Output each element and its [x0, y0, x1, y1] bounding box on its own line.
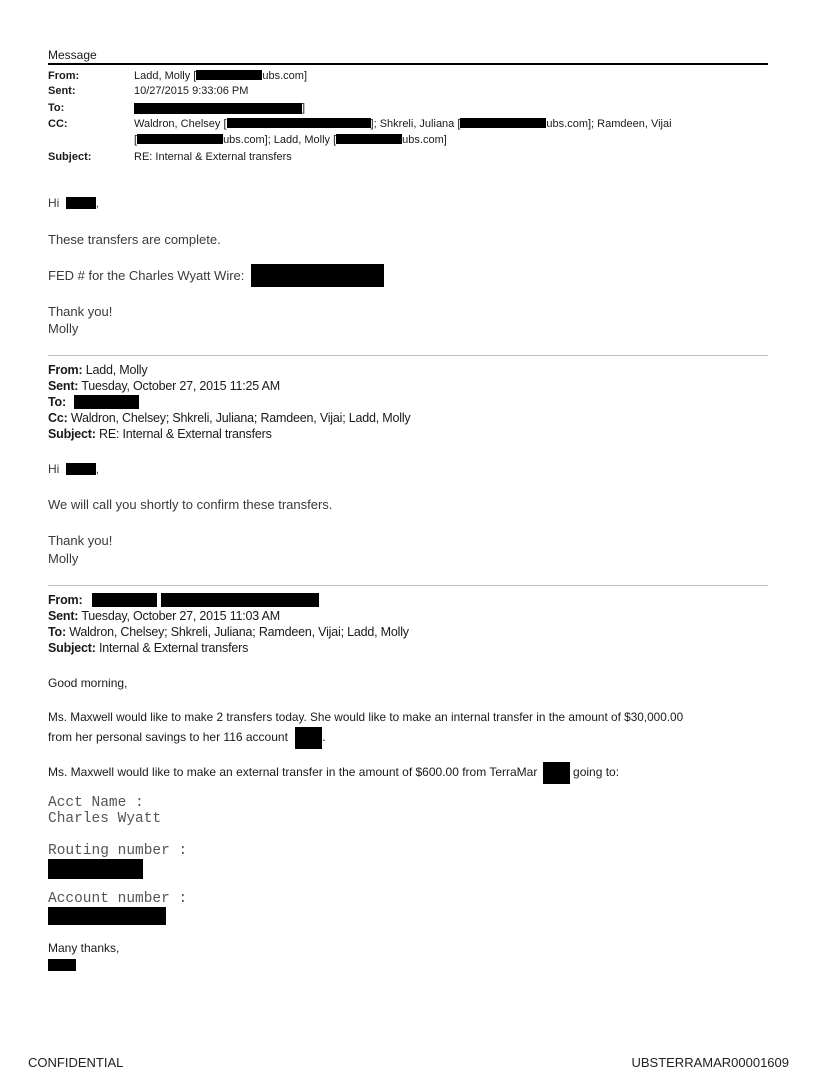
header-from-value-pre: Ladd, Molly [	[134, 70, 197, 82]
header-to-value-post: ]	[302, 102, 306, 114]
email3-sent-label: Sent:	[48, 609, 79, 623]
cc-line1-a: Waldron, Chelsey [	[134, 118, 227, 130]
redaction	[74, 395, 139, 409]
header-sent-value: 10/27/2015 9:33:06 PM	[134, 85, 249, 97]
email3-para1-line2-text: from her personal savings to her 116 account	[48, 730, 288, 744]
header-cc-line1	[134, 118, 672, 131]
header-from-label: From:	[48, 70, 80, 82]
redaction	[543, 762, 570, 784]
email3-para2	[48, 762, 619, 784]
reply1-greeting-text: Hi	[48, 196, 60, 210]
header-from-value-post: ubs.com]	[262, 70, 308, 82]
redaction	[48, 859, 143, 879]
email3-para1-end: .	[322, 730, 326, 744]
email2-from-label: From:	[48, 363, 83, 377]
email2-subject-label: Subject:	[48, 427, 96, 441]
email2-sent-value: Tuesday, October 27, 2015 11:25 AM	[81, 379, 280, 393]
email3-para1-line2	[48, 727, 326, 749]
redaction	[251, 264, 384, 287]
acct-name-value: Charles Wyatt	[48, 811, 162, 827]
account-label: Account number :	[48, 891, 188, 907]
email2-greeting-text: Hi	[48, 462, 60, 476]
cc-line2-c: ubs.com]	[402, 134, 447, 146]
email2-from-value: Ladd, Molly	[85, 363, 148, 377]
divider	[48, 355, 768, 356]
email2-sent	[48, 378, 280, 394]
email2-thanks: Thank you!	[48, 533, 113, 548]
header-rule	[48, 63, 768, 65]
footer-confidential: CONFIDENTIAL	[28, 1055, 124, 1070]
cc-line1-b: ]; Shkreli, Juliana [	[370, 118, 461, 130]
reply1-line1: These transfers are complete.	[48, 232, 221, 247]
email3-to-label: To:	[48, 625, 66, 639]
email2-subject-value: RE: Internal & External transfers	[99, 427, 272, 441]
email3-sent	[48, 608, 280, 624]
redaction	[227, 118, 371, 128]
redaction	[48, 907, 166, 925]
redaction	[48, 959, 76, 971]
redaction	[460, 118, 546, 128]
cc-line2-a: [	[134, 134, 138, 146]
email3-greeting: Good morning,	[48, 676, 128, 690]
email2-cc	[48, 410, 410, 426]
email3-to	[48, 624, 409, 640]
redaction	[295, 727, 322, 749]
email3-subject-label: Subject:	[48, 641, 96, 655]
email2-sign: Molly	[48, 551, 79, 566]
email2-greeting	[48, 462, 99, 476]
cc-line2-b: ubs.com]; Ladd, Molly [	[223, 134, 337, 146]
email3-from-label: From:	[48, 593, 83, 607]
redaction	[196, 70, 262, 80]
redaction	[137, 134, 223, 144]
redaction	[336, 134, 402, 144]
reply1-thanks: Thank you!	[48, 304, 113, 319]
header-subject-value: RE: Internal & External transfers	[134, 151, 292, 163]
email2-to-label: To:	[48, 395, 66, 409]
email2-greeting-end: ,	[95, 462, 100, 476]
routing-label: Routing number :	[48, 843, 188, 859]
reply1-greeting	[48, 196, 99, 210]
redaction	[66, 463, 96, 475]
email3-closing: Many thanks,	[48, 941, 120, 955]
header-from-value	[134, 70, 307, 83]
email3-subject	[48, 640, 248, 656]
email3-para2-a: Ms. Maxwell would like to make an external transfer in the amount of $600.00 from TerraMar	[48, 765, 538, 779]
email2-cc-value: Waldron, Chelsey; Shkreli, Juliana; Ramdeen, Vijai; Ladd, Molly	[70, 411, 411, 425]
email2-sent-label: Sent:	[48, 379, 79, 393]
email2-subject	[48, 426, 272, 442]
header-sent-label: Sent:	[48, 85, 76, 97]
message-title: Message	[48, 48, 97, 62]
email3-sent-value: Tuesday, October 27, 2015 11:03 AM	[81, 609, 280, 623]
acct-name-label: Acct Name :	[48, 795, 144, 811]
header-cc-line2	[134, 134, 447, 147]
cc-line1-c: ubs.com]; Ramdeen, Vijai	[546, 118, 672, 130]
email2-from	[48, 362, 147, 378]
email2-to	[48, 394, 66, 410]
reply1-greeting-end: ,	[95, 196, 100, 210]
header-cc-label: CC:	[48, 118, 68, 130]
redaction	[92, 593, 157, 607]
email3-subject-value: Internal & External transfers	[99, 641, 249, 655]
header-subject-label: Subject:	[48, 151, 92, 163]
email2-cc-label: Cc:	[48, 411, 68, 425]
reply1-sign: Molly	[48, 321, 79, 336]
email3-para2-b: going to:	[573, 765, 620, 779]
email3-to-value: Waldron, Chelsey; Shkreli, Juliana; Ramdeen, Vijai; Ladd, Molly	[69, 625, 409, 639]
redaction	[134, 103, 302, 114]
email3-para1-line1: Ms. Maxwell would like to make 2 transfers today. She would like to make an internal transfer in the amount of $30,000.00	[48, 710, 684, 724]
redaction	[161, 593, 319, 607]
email3-from	[48, 592, 82, 608]
reply1-fed-label: FED # for the Charles Wyatt Wire:	[48, 268, 245, 283]
redaction	[66, 197, 96, 209]
header-to-label: To:	[48, 102, 65, 114]
footer-bates-number: UBSTERRAMAR00001609	[631, 1055, 789, 1070]
email2-line1: We will call you shortly to confirm these transfers.	[48, 497, 333, 512]
divider	[48, 585, 768, 586]
